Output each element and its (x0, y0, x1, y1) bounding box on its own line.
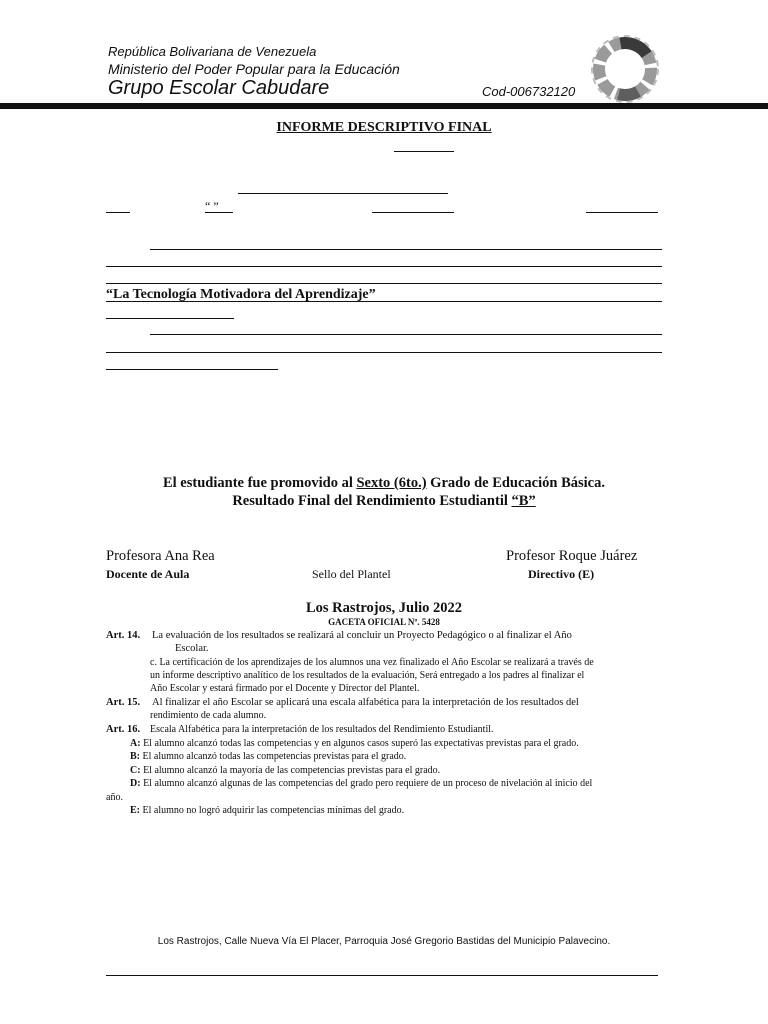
gaceta-reference: GACETA OFICIAL Nº. 5428 (328, 617, 440, 627)
scale-letter: E: (130, 805, 140, 816)
article-14-text: Escolar. (175, 643, 209, 654)
promotion-statement (0, 475, 768, 492)
article-14-c-text: un informe descriptivo analítico de los resultados de la evaluación, Será entregado a los padres al finalizar el (150, 670, 585, 681)
blank-line (106, 283, 662, 284)
scale-item-c (130, 764, 440, 778)
segmented-ring-logo-icon (590, 34, 660, 104)
header-ministry: Ministerio del Poder Popular para la Educación (108, 61, 400, 77)
project-motto: “La Tecnología Motivadora del Aprendizaje” (106, 287, 376, 302)
director-role: Directivo (E) (528, 567, 595, 581)
blank-line (238, 193, 448, 194)
final-result-statement (0, 493, 768, 510)
blank-line (372, 212, 454, 213)
promoted-grade: Sexto (6to.) (356, 475, 427, 491)
article-14-label: Art. 14. (106, 630, 141, 641)
promotion-text: El estudiante fue promovido al (162, 475, 357, 491)
blank-line (106, 318, 234, 319)
promotion-text: Grado de Educación Básica. (426, 475, 605, 491)
header-school-code: Cod-006732120 (482, 84, 576, 99)
blank-line (205, 212, 233, 213)
blank-line (106, 369, 278, 370)
blank-line (106, 212, 130, 213)
scale-text: El alumno alcanzó algunas de las competencias del grado pero requiere de un proceso de nivelación al inicio del (140, 778, 593, 789)
scale-letter: B: (130, 751, 140, 762)
header-school-name: Grupo Escolar Cabudare (108, 77, 330, 99)
blank-line (150, 249, 662, 250)
scale-text: El alumno alcanzó todas las competencias previstas para el grado. (140, 751, 407, 762)
scale-letter: D: (130, 778, 141, 789)
footer-rule (106, 975, 658, 976)
director-name: Profesor Roque Juárez (506, 548, 638, 564)
scale-text: El alumno no logró adquirir las competencias mínimas del grado. (140, 805, 405, 816)
article-15-label: Art. 15. (106, 697, 141, 708)
blank-line (106, 352, 662, 353)
blank-line (106, 266, 662, 267)
blank-line (586, 212, 658, 213)
result-text: Resultado Final del Rendimiento Estudiantil (232, 493, 512, 509)
article-14-text: La evaluación de los resultados se realizará al concluir un Proyecto Pedagógico o al finalizar el Año (152, 630, 572, 641)
header-divider (0, 103, 768, 109)
blank-line (106, 301, 662, 302)
header-republic: República Bolivariana de Venezuela (108, 44, 317, 59)
article-15-text: rendimiento de cada alumno. (150, 710, 267, 721)
final-result-grade: “B” (511, 493, 536, 509)
scale-item-e (130, 804, 404, 818)
quote-marks: “ ” (205, 199, 219, 213)
scale-text: El alumno alcanzó todas las competencias y en algunos casos superó las expectativas previstas para el grado. (140, 738, 579, 749)
document-title: INFORME DESCRIPTIVO FINAL (276, 120, 492, 135)
article-16-text: Escala Alfabética para la interpretación de los resultados del Rendimiento Estudiantil. (150, 724, 494, 735)
teacher-role: Docente de Aula (106, 567, 190, 581)
teacher-name: Profesora Ana Rea (106, 548, 215, 564)
blank-line (394, 151, 454, 152)
scale-item-d-continued: año. (106, 792, 123, 803)
article-15-text: Al finalizar el año Escolar se aplicará una escala alfabética para la interpretación de los resultados del (152, 697, 579, 708)
scale-item-d (130, 777, 592, 791)
scale-letter: C: (130, 765, 141, 776)
scale-text: El alumno alcanzó la mayoría de las competencias previstas para el grado. (140, 765, 441, 776)
footer-address: Los Rastrojos, Calle Nueva Vía El Placer, Parroquia José Gregorio Bastidas del Municipio Palavecino. (157, 936, 611, 947)
scale-item-a (130, 737, 579, 751)
scale-item-b (130, 750, 406, 764)
school-seal-label: Sello del Plantel (312, 567, 391, 581)
article-14-c-text: Año Escolar y estará firmado por el Docente y Director del Plantel. (150, 683, 420, 694)
scale-letter: A: (130, 738, 141, 749)
blank-line (150, 334, 662, 335)
article-14-c-text: c. La certificación de los aprendizajes de los alumnos una vez finalizado el Año Escolar se realizará a través de (150, 657, 594, 668)
place-date: Los Rastrojos, Julio 2022 (305, 600, 463, 616)
article-16-label: Art. 16. (106, 724, 141, 735)
